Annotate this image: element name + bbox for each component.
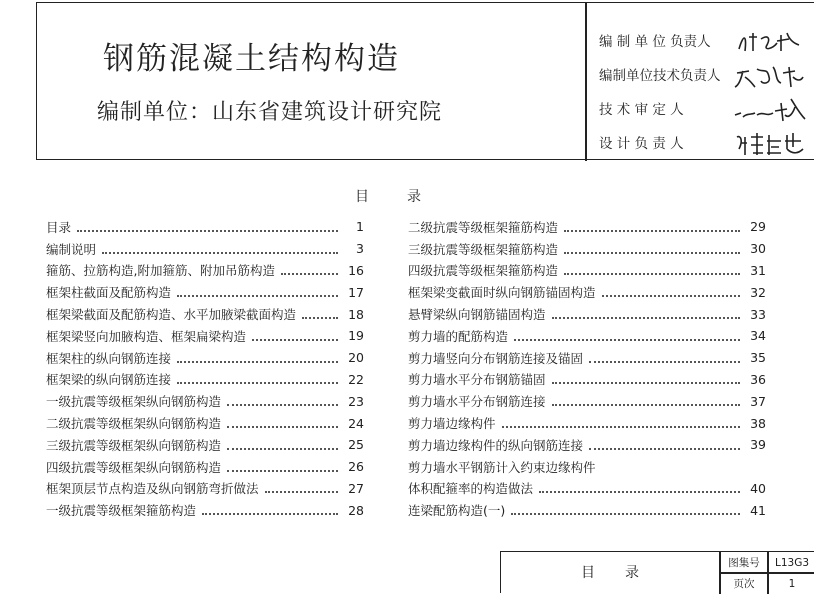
toc-entry-page: 25 (348, 437, 364, 453)
toc-entry-title: 框架梁变截面时纵向钢筋锚固构造 (408, 285, 596, 301)
header-block (36, 2, 814, 160)
toc-entry-page: 33 (750, 306, 766, 322)
toc-entry[interactable] (408, 499, 766, 521)
toc-entry[interactable] (46, 303, 364, 325)
signature-image (733, 127, 807, 159)
toc-left-column (46, 216, 364, 521)
toc-entry-page: 3 (356, 241, 364, 257)
toc-entry[interactable] (408, 456, 766, 478)
leader-dots (564, 230, 740, 232)
leader-dots (514, 339, 740, 341)
toc-entry-page: 16 (348, 262, 364, 278)
toc-entry-page: 39 (750, 437, 766, 453)
toc-entry[interactable] (408, 434, 766, 456)
leader-dots (552, 404, 740, 406)
toc-entry-page: 23 (348, 393, 364, 409)
toc-entry-title: 剪力墙竖向分布钢筋连接及锚固 (408, 350, 584, 366)
toc-entry-page: 41 (750, 502, 766, 518)
page-number-label: 页次 (733, 578, 755, 590)
toc-entry-page: 20 (348, 350, 364, 366)
toc-entry[interactable] (408, 303, 766, 325)
responsible-label: 技 术 审 定 人 (599, 102, 684, 118)
toc-entry-title: 四级抗震等级框架纵向钢筋构造 (46, 459, 222, 475)
toc-entry-title: 四级抗震等级框架箍筋构造 (408, 263, 559, 279)
leader-dots (539, 491, 740, 493)
toc-entry[interactable] (46, 238, 364, 260)
toc-entry[interactable] (408, 369, 766, 391)
leader-dots (564, 273, 740, 275)
leader-dots (227, 426, 338, 428)
toc-entry-page: 24 (348, 415, 364, 431)
responsible-label: 编制单位技术负责人 (599, 68, 721, 84)
leader-dots (227, 470, 338, 472)
toc-entry[interactable] (46, 369, 364, 391)
toc-entry[interactable] (46, 434, 364, 456)
leader-dots (552, 317, 740, 319)
leader-dots (102, 252, 338, 254)
toc-entry-page: 32 (750, 284, 766, 300)
toc-entry-title: 框架梁竖向加腋构造、框架扁梁构造 (46, 328, 247, 344)
page-number-value: 1 (788, 577, 796, 590)
toc-entry[interactable] (408, 260, 766, 282)
leader-dots (252, 339, 338, 341)
responsible-row (599, 23, 814, 57)
toc-entry-page: 19 (348, 328, 364, 344)
toc-entry-title: 框架柱截面及配筋构造 (46, 285, 172, 301)
responsible-row (599, 57, 814, 91)
toc-entry-title: 目录 (46, 219, 72, 235)
toc-entry[interactable] (46, 456, 364, 478)
toc-entry-title: 剪力墙边缘构件的纵向钢筋连接 (408, 437, 584, 453)
toc-entry[interactable] (408, 238, 766, 260)
title-block (500, 551, 814, 593)
toc-entry-title: 悬臂梁纵向钢筋锚固构造 (408, 307, 546, 323)
leader-dots (602, 295, 740, 297)
leader-dots (177, 295, 338, 297)
leader-dots (502, 426, 740, 428)
toc-entry[interactable] (408, 390, 766, 412)
toc-entry[interactable] (408, 216, 766, 238)
leader-dots (265, 491, 338, 493)
toc-entry[interactable] (408, 281, 766, 303)
toc-entry[interactable] (46, 347, 364, 369)
toc-entry-page: 31 (750, 262, 766, 278)
leader-dots (227, 404, 338, 406)
responsible-list (599, 23, 814, 159)
toc-entry[interactable] (46, 260, 364, 282)
toc-entry-page: 1 (356, 219, 364, 235)
toc-entry[interactable] (408, 478, 766, 500)
toc-entry-page: 27 (348, 480, 364, 496)
leader-dots (552, 382, 740, 384)
leader-dots (589, 448, 740, 450)
toc-entry-title: 框架顶层节点构造及纵向钢筋弯折做法 (46, 481, 259, 497)
toc-entry-page: 40 (750, 480, 766, 496)
toc-entry-title: 剪力墙水平分布钢筋连接 (408, 394, 546, 410)
toc-entry-page: 26 (348, 459, 364, 475)
toc-entry-title: 二级抗震等级框架纵向钢筋构造 (46, 416, 222, 432)
header-divider (585, 3, 587, 161)
toc-entry[interactable] (46, 499, 364, 521)
leader-dots (227, 448, 338, 450)
toc-entry-page: 18 (348, 306, 364, 322)
signature-image (733, 25, 807, 57)
toc-entry[interactable] (46, 281, 364, 303)
atlas-number-value: L13G3 (774, 556, 810, 569)
toc-entry-title: 剪力墙水平分布钢筋锚固 (408, 372, 546, 388)
toc-entry[interactable] (46, 478, 364, 500)
toc-entry-page: 36 (750, 371, 766, 387)
toc-entry[interactable] (408, 347, 766, 369)
responsible-label: 编 制 单 位 负责人 (599, 34, 711, 50)
page-subtitle: 编制单位：山东省建筑设计研究院 (97, 100, 443, 125)
signature-image (733, 59, 807, 91)
toc-entry[interactable] (46, 216, 364, 238)
responsible-row (599, 91, 814, 125)
toc-entry-title: 连梁配筋构造(一) (408, 503, 506, 519)
responsible-row (599, 125, 814, 159)
toc-entry-title: 框架梁的纵向钢筋连接 (46, 372, 172, 388)
toc-entry[interactable] (46, 390, 364, 412)
toc-entry-title: 三级抗震等级框架纵向钢筋构造 (46, 437, 222, 453)
toc-entry-title: 一级抗震等级框架纵向钢筋构造 (46, 394, 222, 410)
toc-entry-page: 38 (750, 415, 766, 431)
toc-entry-title: 体积配箍率的构造做法 (408, 481, 534, 497)
toc-entry-page: 17 (348, 284, 364, 300)
toc-entry-title: 三级抗震等级框架箍筋构造 (408, 241, 559, 257)
toc-entry-page: 22 (348, 371, 364, 387)
atlas-number-label: 图集号 (728, 557, 760, 569)
toc-entry-title: 框架柱的纵向钢筋连接 (46, 350, 172, 366)
toc-entry-title: 编制说明 (46, 241, 97, 257)
toc-entry-title: 一级抗震等级框架箍筋构造 (46, 503, 197, 519)
toc-right-column (408, 216, 766, 521)
leader-dots (511, 513, 740, 515)
leader-dots (177, 382, 338, 384)
toc-entry-title: 剪力墙边缘构件 (408, 416, 496, 432)
leader-dots (564, 252, 740, 254)
toc-entry-page: 29 (750, 219, 766, 235)
toc-entry[interactable] (46, 325, 364, 347)
leader-dots (302, 317, 338, 319)
toc-entry[interactable] (46, 412, 364, 434)
signature-image (733, 93, 807, 125)
toc-entry-page: 37 (750, 393, 766, 409)
title-block-main: 目录 (581, 565, 669, 581)
toc-entry[interactable] (408, 325, 766, 347)
toc-entry-title: 框架梁截面及配筋构造、水平加腋梁截面构造 (46, 307, 297, 323)
leader-dots (177, 361, 338, 363)
toc-entry-title: 剪力墙的配筋构造 (408, 328, 509, 344)
toc-title: 目录 (355, 189, 459, 205)
leader-dots (281, 273, 338, 275)
toc-entry-title: 箍筋、拉筋构造,附加箍筋、附加吊筋构造 (46, 263, 275, 279)
toc-entry-title: 二级抗震等级框架箍筋构造 (408, 219, 559, 235)
responsible-label: 设 计 负 责 人 (599, 136, 684, 152)
leader-dots (202, 513, 338, 515)
toc-entry[interactable] (408, 412, 766, 434)
leader-dots (77, 230, 338, 232)
toc-entry-title: 剪力墙水平钢筋计入约束边缘构件 (408, 459, 596, 475)
toc-entry-page: 34 (750, 328, 766, 344)
toc-entry-page: 30 (750, 241, 766, 257)
toc-entry-page: 28 (348, 502, 364, 518)
toc-entry-page: 35 (750, 350, 766, 366)
leader-dots (589, 361, 740, 363)
page-title: 钢筋混凝土结构构造 (103, 41, 400, 77)
